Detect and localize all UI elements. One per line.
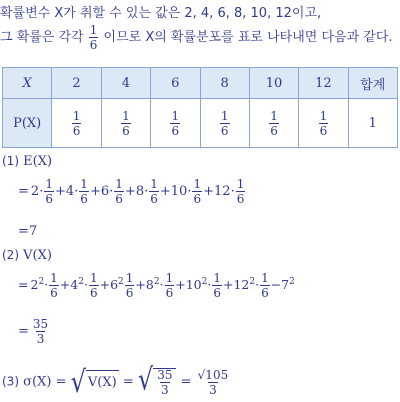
fraction-denominator: 6 xyxy=(319,123,328,138)
header-value: 10 xyxy=(249,68,298,99)
term: 6 xyxy=(100,184,110,199)
part1-result: =7 xyxy=(18,224,38,239)
part1-mark: (1) xyxy=(2,154,19,168)
part2-mark: (2) xyxy=(2,248,19,262)
part3-mark: (3) xyxy=(2,374,19,389)
fraction-numerator: 1 xyxy=(319,108,328,123)
fraction-numerator: 1 xyxy=(115,177,123,191)
term: 8 xyxy=(135,184,145,199)
header-value: 12 xyxy=(299,68,348,99)
fraction-numerator: 1 xyxy=(270,108,278,123)
part2-expression: = $2^2\cdot$ $\frac{1}{6}$ $+4^2\cdot$ $\frac{1}{6}$ $+6^2$ $\frac{1}{6}$ $+8^2\cdot$ $\frac{1}{6}$ $+10^2\cdot$ $\frac{1}{6}$ $+12^2\cdot$ $\frac{1}{6}$ $-7^2$ xyxy=(18,271,295,300)
fraction-numerator: 1 xyxy=(220,108,229,123)
fraction-denominator: 6 xyxy=(270,123,278,138)
term: 4 xyxy=(65,184,75,199)
part2-label: V(X) xyxy=(23,248,52,263)
sqrt-fraction: √ $\frac{35}{3}$ xyxy=(138,368,177,396)
part1-expression: = 2· $\frac{1}{6}$ +4· $\frac{1}{6}$ +6· $\frac{1}{6}$ +8· $\frac{1}{6}$ +10· $\frac{1}{6}$ +12· $\frac{1}{6}$ xyxy=(18,177,245,206)
part3-label: σ(X) xyxy=(23,374,52,390)
header-value: 2 xyxy=(52,68,101,99)
intro-line-2 xyxy=(0,24,393,51)
header-value: 8 xyxy=(200,68,249,99)
prob-total: 1 xyxy=(348,99,397,148)
header-total: 합계 xyxy=(348,68,397,99)
fraction-denominator: 6 xyxy=(236,192,245,206)
fraction-denominator: 6 xyxy=(150,192,158,206)
fraction-numerator: 1 xyxy=(80,177,88,191)
prob-cell xyxy=(52,99,101,148)
intro-fraction xyxy=(89,24,99,51)
fraction-numerator: 1 xyxy=(193,177,202,191)
prob-cell xyxy=(299,99,348,148)
term: 10 xyxy=(170,184,188,199)
fraction-denominator: 6 xyxy=(122,123,130,138)
prob-cell xyxy=(101,99,150,148)
probability-distribution-table xyxy=(2,67,398,148)
table-header-row xyxy=(3,68,398,99)
prob-cell xyxy=(151,99,200,148)
fraction-denominator: 6 xyxy=(80,192,88,206)
fraction-numerator: 1 xyxy=(236,177,245,191)
fraction-denominator: 3 xyxy=(36,332,45,346)
part1-label: E(X) xyxy=(23,154,53,169)
part2-result: = $\frac{35}{3}$ xyxy=(18,317,49,346)
term: 12 xyxy=(214,184,231,199)
fraction-denominator: 6 xyxy=(72,123,81,138)
fraction-numerator: 35 xyxy=(32,317,49,331)
fraction-numerator: 1 xyxy=(171,108,180,123)
fraction-denominator: 6 xyxy=(45,192,53,206)
fraction-denominator: 6 xyxy=(220,123,229,138)
part3-line: (3) σ(X) = √ V(X) = √ $\frac{35}{3}$ = $\frac{√105}{3}$ xyxy=(2,362,229,400)
term: 2 xyxy=(30,184,40,199)
fraction-numerator: 1 xyxy=(150,177,158,191)
table-prob-row xyxy=(3,99,398,148)
fraction-numerator: 1 xyxy=(89,23,98,37)
prob-label: P(X) xyxy=(3,99,52,148)
header-value: 6 xyxy=(151,68,200,99)
header-value: 4 xyxy=(101,68,150,99)
part1-heading xyxy=(2,154,52,169)
sqrt-variance: √ V(X) xyxy=(70,364,117,400)
part3-final: $\frac{√105}{3}$ xyxy=(197,367,229,397)
intro-text-b: 이므로 X의 확률분포를 표로 나타내면 다음과 같다. xyxy=(103,30,393,45)
part2-heading xyxy=(2,248,52,263)
fraction-numerator: 1 xyxy=(45,177,53,191)
header-x: X xyxy=(3,68,52,99)
fraction-numerator: 1 xyxy=(122,108,130,123)
fraction-denominator: 6 xyxy=(115,192,123,206)
fraction-denominator: 6 xyxy=(171,123,180,138)
prob-cell xyxy=(249,99,298,148)
intro-line-1: 확률변수 X가 취할 수 있는 값은 2, 4, 6, 8, 10, 12이고, xyxy=(0,6,322,21)
prob-cell xyxy=(200,99,249,148)
intro-text-a: 그 확률은 각각 xyxy=(0,30,84,45)
fraction-denominator: 6 xyxy=(89,38,98,52)
fraction-numerator: 1 xyxy=(72,108,81,123)
fraction-denominator: 6 xyxy=(193,192,202,206)
